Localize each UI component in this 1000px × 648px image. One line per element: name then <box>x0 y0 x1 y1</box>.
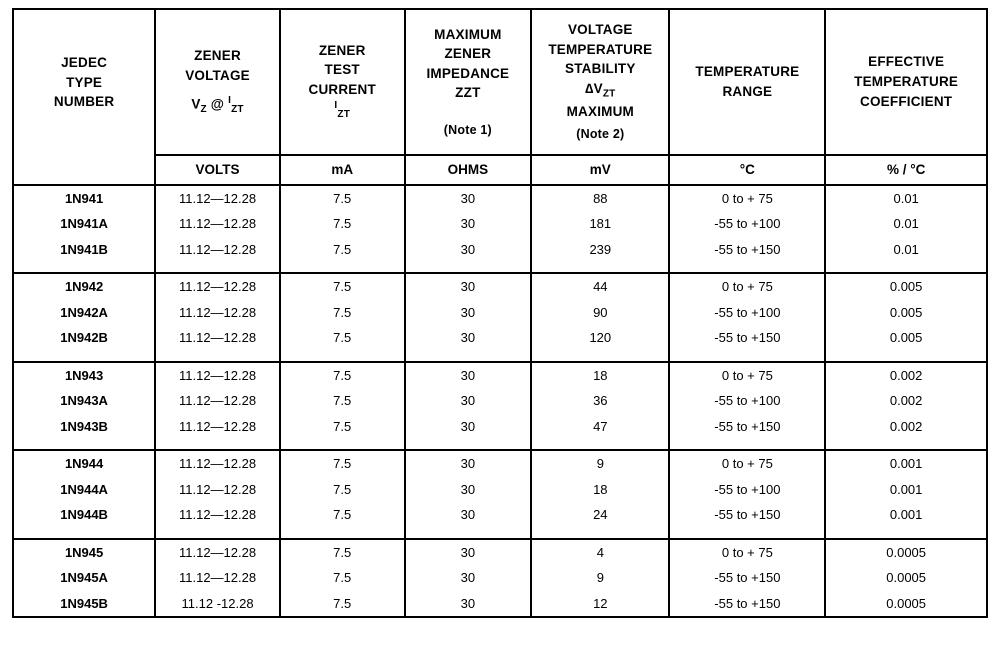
table-row <box>13 185 987 212</box>
cell-type-number: 1N944B <box>13 502 155 528</box>
cell-zener-voltage: 11.12—12.28 <box>155 414 280 440</box>
cell-test-current: 7.5 <box>280 539 405 566</box>
symbol-i: I <box>334 100 338 112</box>
spacer-cell <box>155 351 280 362</box>
spacer-cell <box>280 528 405 539</box>
cell-temperature-range: 0 to + 75 <box>669 273 825 300</box>
table-row <box>13 591 987 618</box>
cell-temperature-range: -55 to +150 <box>669 325 825 351</box>
symbol-sub: ZT <box>231 103 244 115</box>
spacer-cell <box>531 351 669 362</box>
header-line: MAXIMUM <box>566 103 634 119</box>
cell-impedance: 30 <box>405 273 532 300</box>
table-row <box>13 325 987 351</box>
header-line: VOLTAGE <box>567 22 633 37</box>
header-note: (Note 2) <box>576 127 625 142</box>
cell-temperature-range: -55 to +150 <box>669 591 825 618</box>
cell-temperature-range: 0 to + 75 <box>669 185 825 212</box>
cell-temperature-range: -55 to +150 <box>669 502 825 528</box>
unit-temperature-range: °C <box>669 155 825 185</box>
cell-zener-voltage: 11.12—12.28 <box>155 325 280 351</box>
cell-impedance: 30 <box>405 185 532 212</box>
cell-zener-voltage: 11.12—12.28 <box>155 185 280 212</box>
table-row <box>13 273 987 300</box>
spacer-cell <box>669 528 825 539</box>
spacer-cell <box>669 262 825 273</box>
header-voltage-temperature-stability <box>531 9 669 155</box>
spacer-cell <box>531 262 669 273</box>
header-line: TEMPERATURE <box>695 64 800 80</box>
cell-stability: 9 <box>531 450 669 477</box>
cell-impedance: 30 <box>405 362 532 389</box>
header-zener-voltage <box>155 9 280 155</box>
table-row <box>13 414 987 440</box>
spacer-cell <box>280 439 405 450</box>
header-row-units <box>13 155 987 185</box>
table-row <box>13 211 987 237</box>
cell-temp-coefficient: 0.005 <box>825 300 987 326</box>
header-line: TYPE <box>66 74 103 90</box>
table-body <box>13 185 987 618</box>
cell-temperature-range: 0 to + 75 <box>669 539 825 566</box>
cell-temperature-range: 0 to + 75 <box>669 362 825 389</box>
symbol-delta-v: ∆V <box>585 80 603 96</box>
cell-impedance: 30 <box>405 591 532 618</box>
unit-maximum-zener-impedance: OHMS <box>405 155 532 185</box>
spacer-cell <box>531 528 669 539</box>
header-line: JEDEC <box>61 54 108 70</box>
spacer-cell <box>669 351 825 362</box>
cell-impedance: 30 <box>405 502 532 528</box>
cell-temperature-range: -55 to +150 <box>669 414 825 440</box>
cell-temp-coefficient: 0.001 <box>825 450 987 477</box>
cell-stability: 120 <box>531 325 669 351</box>
symbol-sub: ZT <box>602 88 616 100</box>
cell-temp-coefficient: 0.005 <box>825 273 987 300</box>
cell-test-current: 7.5 <box>280 237 405 263</box>
header-line: ZENER <box>318 42 366 58</box>
spacer-cell <box>825 262 987 273</box>
symbol-sub: Z <box>200 103 207 115</box>
spacer-cell <box>13 528 155 539</box>
cell-impedance: 30 <box>405 211 532 237</box>
table-row <box>13 539 987 566</box>
cell-test-current: 7.5 <box>280 273 405 300</box>
header-line: RANGE <box>722 83 773 99</box>
cell-impedance: 30 <box>405 477 532 503</box>
cell-test-current: 7.5 <box>280 502 405 528</box>
cell-type-number: 1N941B <box>13 237 155 263</box>
cell-zener-voltage: 11.12—12.28 <box>155 362 280 389</box>
header-line: STABILITY <box>565 61 636 77</box>
cell-zener-voltage: 11.12—12.28 <box>155 502 280 528</box>
cell-zener-voltage: 11.12—12.28 <box>155 273 280 300</box>
cell-type-number: 1N942A <box>13 300 155 326</box>
cell-temperature-range: -55 to +100 <box>669 477 825 503</box>
symbol-v: V <box>191 96 201 111</box>
cell-temperature-range: -55 to +100 <box>669 211 825 237</box>
cell-type-number: 1N943A <box>13 388 155 414</box>
cell-zener-voltage: 11.12—12.28 <box>155 539 280 566</box>
cell-temp-coefficient: 0.002 <box>825 388 987 414</box>
symbol-sub: ZT <box>337 109 351 121</box>
unit-effective-temperature-coefficient: % / °C <box>825 155 987 185</box>
spacer-cell <box>405 262 532 273</box>
spacer-cell <box>13 439 155 450</box>
unit-jedec-type-number <box>13 155 155 185</box>
cell-temp-coefficient: 0.002 <box>825 414 987 440</box>
cell-impedance: 30 <box>405 300 532 326</box>
table-header <box>13 9 987 185</box>
table-row <box>13 300 987 326</box>
table-row <box>13 362 987 389</box>
cell-test-current: 7.5 <box>280 450 405 477</box>
header-line: VOLTAGE <box>185 67 250 83</box>
cell-test-current: 7.5 <box>280 362 405 389</box>
unit-zener-voltage: VOLTS <box>155 155 280 185</box>
spacer-cell <box>280 262 405 273</box>
cell-type-number: 1N943 <box>13 362 155 389</box>
table-row <box>13 477 987 503</box>
cell-type-number: 1N941A <box>13 211 155 237</box>
symbol-at: @ <box>206 96 229 111</box>
cell-zener-voltage: 11.12—12.28 <box>155 211 280 237</box>
cell-temp-coefficient: 0.01 <box>825 211 987 237</box>
cell-stability: 36 <box>531 388 669 414</box>
table-row <box>13 565 987 591</box>
group-spacer <box>13 439 987 450</box>
header-note: (Note 1) <box>443 122 492 137</box>
unit-zener-test-current: mA <box>280 155 405 185</box>
cell-impedance: 30 <box>405 325 532 351</box>
header-line: TEST <box>324 62 360 78</box>
cell-stability: 18 <box>531 362 669 389</box>
header-jedec-type-number <box>13 9 155 155</box>
cell-temp-coefficient: 0.001 <box>825 477 987 503</box>
cell-test-current: 7.5 <box>280 211 405 237</box>
spacer-cell <box>825 439 987 450</box>
header-line: COEFFICIENT <box>860 93 953 109</box>
header-line: TEMPERATURE <box>854 74 959 89</box>
cell-zener-voltage: 11.12—12.28 <box>155 237 280 263</box>
header-line: ZZT <box>455 85 481 101</box>
cell-stability: 47 <box>531 414 669 440</box>
header-line: TEMPERATURE <box>548 41 653 57</box>
cell-stability: 44 <box>531 273 669 300</box>
zener-specification-table <box>12 8 988 618</box>
cell-zener-voltage: 11.12—12.28 <box>155 477 280 503</box>
cell-stability: 90 <box>531 300 669 326</box>
header-maximum-zener-impedance <box>405 9 532 155</box>
cell-zener-voltage: 11.12—12.28 <box>155 388 280 414</box>
table-row <box>13 502 987 528</box>
cell-type-number: 1N944 <box>13 450 155 477</box>
header-effective-temperature-coefficient <box>825 9 987 155</box>
spacer-cell <box>155 439 280 450</box>
header-line: MAXIMUM <box>434 26 502 42</box>
cell-temp-coefficient: 0.005 <box>825 325 987 351</box>
cell-test-current: 7.5 <box>280 414 405 440</box>
spacer-cell <box>155 528 280 539</box>
cell-temperature-range: -55 to +100 <box>669 388 825 414</box>
header-line: IMPEDANCE <box>426 65 510 81</box>
cell-temp-coefficient: 0.001 <box>825 502 987 528</box>
cell-type-number: 1N943B <box>13 414 155 440</box>
cell-temp-coefficient: 0.01 <box>825 237 987 263</box>
spacer-cell <box>280 351 405 362</box>
cell-temperature-range: -55 to +100 <box>669 300 825 326</box>
cell-type-number: 1N945 <box>13 539 155 566</box>
cell-type-number: 1N941 <box>13 185 155 212</box>
cell-impedance: 30 <box>405 450 532 477</box>
table-row <box>13 388 987 414</box>
spacer-cell <box>825 528 987 539</box>
header-line: ZENER <box>194 48 241 64</box>
cell-temperature-range: 0 to + 75 <box>669 450 825 477</box>
cell-impedance: 30 <box>405 414 532 440</box>
cell-temp-coefficient: 0.01 <box>825 185 987 212</box>
header-line: NUMBER <box>53 94 115 110</box>
cell-test-current: 7.5 <box>280 477 405 503</box>
cell-type-number: 1N945A <box>13 565 155 591</box>
table-row <box>13 450 987 477</box>
cell-test-current: 7.5 <box>280 388 405 414</box>
cell-temperature-range: -55 to +150 <box>669 237 825 263</box>
spacer-cell <box>155 262 280 273</box>
header-zener-test-current <box>280 9 405 155</box>
cell-test-current: 7.5 <box>280 565 405 591</box>
header-line: EFFECTIVE <box>868 54 945 70</box>
cell-temp-coefficient: 0.0005 <box>825 565 987 591</box>
cell-stability: 88 <box>531 185 669 212</box>
cell-temp-coefficient: 0.002 <box>825 362 987 389</box>
cell-temp-coefficient: 0.0005 <box>825 591 987 618</box>
spacer-cell <box>825 351 987 362</box>
table-row <box>13 237 987 263</box>
header-symbol <box>536 79 664 102</box>
spacer-cell <box>405 439 532 450</box>
cell-zener-voltage: 11.12—12.28 <box>155 450 280 477</box>
cell-impedance: 30 <box>405 565 532 591</box>
cell-stability: 239 <box>531 237 669 263</box>
cell-type-number: 1N942B <box>13 325 155 351</box>
cell-stability: 9 <box>531 565 669 591</box>
spacer-cell <box>405 351 532 362</box>
cell-test-current: 7.5 <box>280 325 405 351</box>
group-spacer <box>13 262 987 273</box>
header-temperature-range <box>669 9 825 155</box>
group-spacer <box>13 351 987 362</box>
spacer-cell <box>669 439 825 450</box>
header-line: CURRENT <box>308 81 376 97</box>
cell-zener-voltage: 11.12 -12.28 <box>155 591 280 618</box>
header-symbol <box>285 99 400 123</box>
cell-type-number: 1N942 <box>13 273 155 300</box>
unit-voltage-temperature-stability: mV <box>531 155 669 185</box>
cell-zener-voltage: 11.12—12.28 <box>155 300 280 326</box>
cell-zener-voltage: 11.12—12.28 <box>155 565 280 591</box>
cell-temp-coefficient: 0.0005 <box>825 539 987 566</box>
cell-impedance: 30 <box>405 539 532 566</box>
symbol-i: I <box>228 94 232 106</box>
header-row-titles <box>13 9 987 155</box>
cell-temperature-range: -55 to +150 <box>669 565 825 591</box>
group-spacer <box>13 528 987 539</box>
cell-impedance: 30 <box>405 237 532 263</box>
spacer-cell <box>531 439 669 450</box>
cell-stability: 4 <box>531 539 669 566</box>
cell-test-current: 7.5 <box>280 300 405 326</box>
cell-test-current: 7.5 <box>280 185 405 212</box>
spacer-cell <box>405 528 532 539</box>
spacer-cell <box>13 262 155 273</box>
cell-type-number: 1N945B <box>13 591 155 618</box>
cell-stability: 18 <box>531 477 669 503</box>
spacer-cell <box>13 351 155 362</box>
cell-stability: 181 <box>531 211 669 237</box>
cell-impedance: 30 <box>405 388 532 414</box>
cell-type-number: 1N944A <box>13 477 155 503</box>
cell-test-current: 7.5 <box>280 591 405 618</box>
cell-stability: 24 <box>531 502 669 528</box>
header-symbol <box>160 94 275 118</box>
header-line: ZENER <box>444 46 492 62</box>
cell-stability: 12 <box>531 591 669 618</box>
